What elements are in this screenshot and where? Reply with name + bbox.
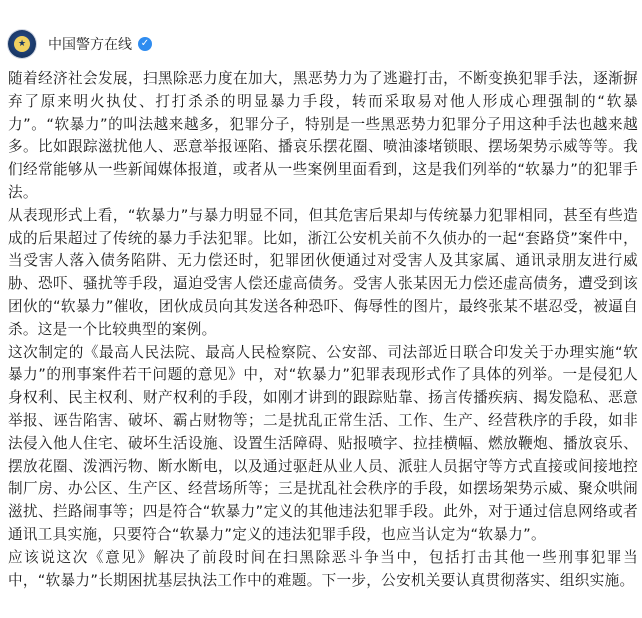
article-paragraph-4: 应该说这次《意见》解决了前段时间在扫黑除恶斗争当中，包括打击其他一些刑事犯罪当中，“软暴力”长期困扰基层执法工作中的难题。下一步，公安机关要认真贯彻落实、组织实施。 (8, 548, 638, 589)
badge-emblem: ★ (14, 36, 30, 52)
article-paragraph-1: 随着经济社会发展，扫黑除恶力度在加大，黑恶势力为了逃避打击，不断变换犯罪手法，逐渐摒弃了原来明火执仗、打打杀杀的明显暴力手段，转而采取易对他人形成心理强制的“软暴力”。“软暴力”的叫法越来越多，犯罪分子，特别是一些黑恶势力犯罪分子用这种手法也越来越多。比如跟踪滋扰他人、恶意举报诬陷、播哀乐摆花圈、喷油漆堵锁眼、摆场架势示威等等。我们经常能够从一些新闻媒体报道，或者从一些案例里面看到，这是我们列举的“软暴力”的犯罪手法。 (8, 70, 638, 201)
account-name[interactable]: 中国警方在线 (48, 37, 132, 53)
article-body (8, 68, 638, 592)
verified-check-icon: ✓ (138, 37, 152, 51)
police-badge-icon[interactable] (8, 30, 36, 58)
article-paragraph-2: 从表现形式上看，“软暴力”与暴力明显不同，但其危害后果却与传统暴力犯罪相同，甚至有些造成的后果超过了传统的暴力手法犯罪。比如，浙江公安机关前不久侦办的一起“套路贷”案件中，当受害人落入债务陷阱、无力偿还时，犯罪团伙便通过对受害人及其家属、通讯录朋友进行威胁、恐吓、骚扰等手段，逼迫受害人偿还虚高债务。受害人张某因无力偿还虚高债务，遭受到该团伙的“软暴力”催收，团伙成员向其发送各种恐吓、侮辱性的图片，最终张某不堪忍受，被逼自杀。这是一个比较典型的案例。 (8, 206, 638, 338)
article-paragraph-3: 这次制定的《最高人民法院、最高人民检察院、公安部、司法部近日联合印发关于办理实施“软暴力”的刑事案件若干问题的意见》中，对“软暴力”犯罪表现形式作了具体的列举。一是侵犯人身权利、民主权利、财产权利的手段，如刚才讲到的跟踪贴靠、扬言传播疾病、揭发隐私、恶意举报、诬告陷害、破坏、霸占财物等；二是扰乱正常生活、工作、生产、经营秩序的手段，如非法侵入他人住宅、破坏生活设施、设置生活障碍、贴报喷字、拉挂横幅、燃放鞭炮、播放哀乐、摆放花圈、泼洒污物、断水断电，以及通过驱赶从业人员、派驻人员据守等方式直接或间接地控制厂房、办公区、生产区、经营场所等；三是扰乱社会秩序的手段，如摆场架势示威、聚众哄闹滋扰、拦路闹事等；四是符合“软暴力”定义的其他违法犯罪手段。此外，对于通过信息网络或者通讯工具实施，只要符合“软暴力”定义的违法犯罪手段，也应当认定为“软暴力”。 (8, 343, 638, 543)
post-header (8, 28, 152, 60)
